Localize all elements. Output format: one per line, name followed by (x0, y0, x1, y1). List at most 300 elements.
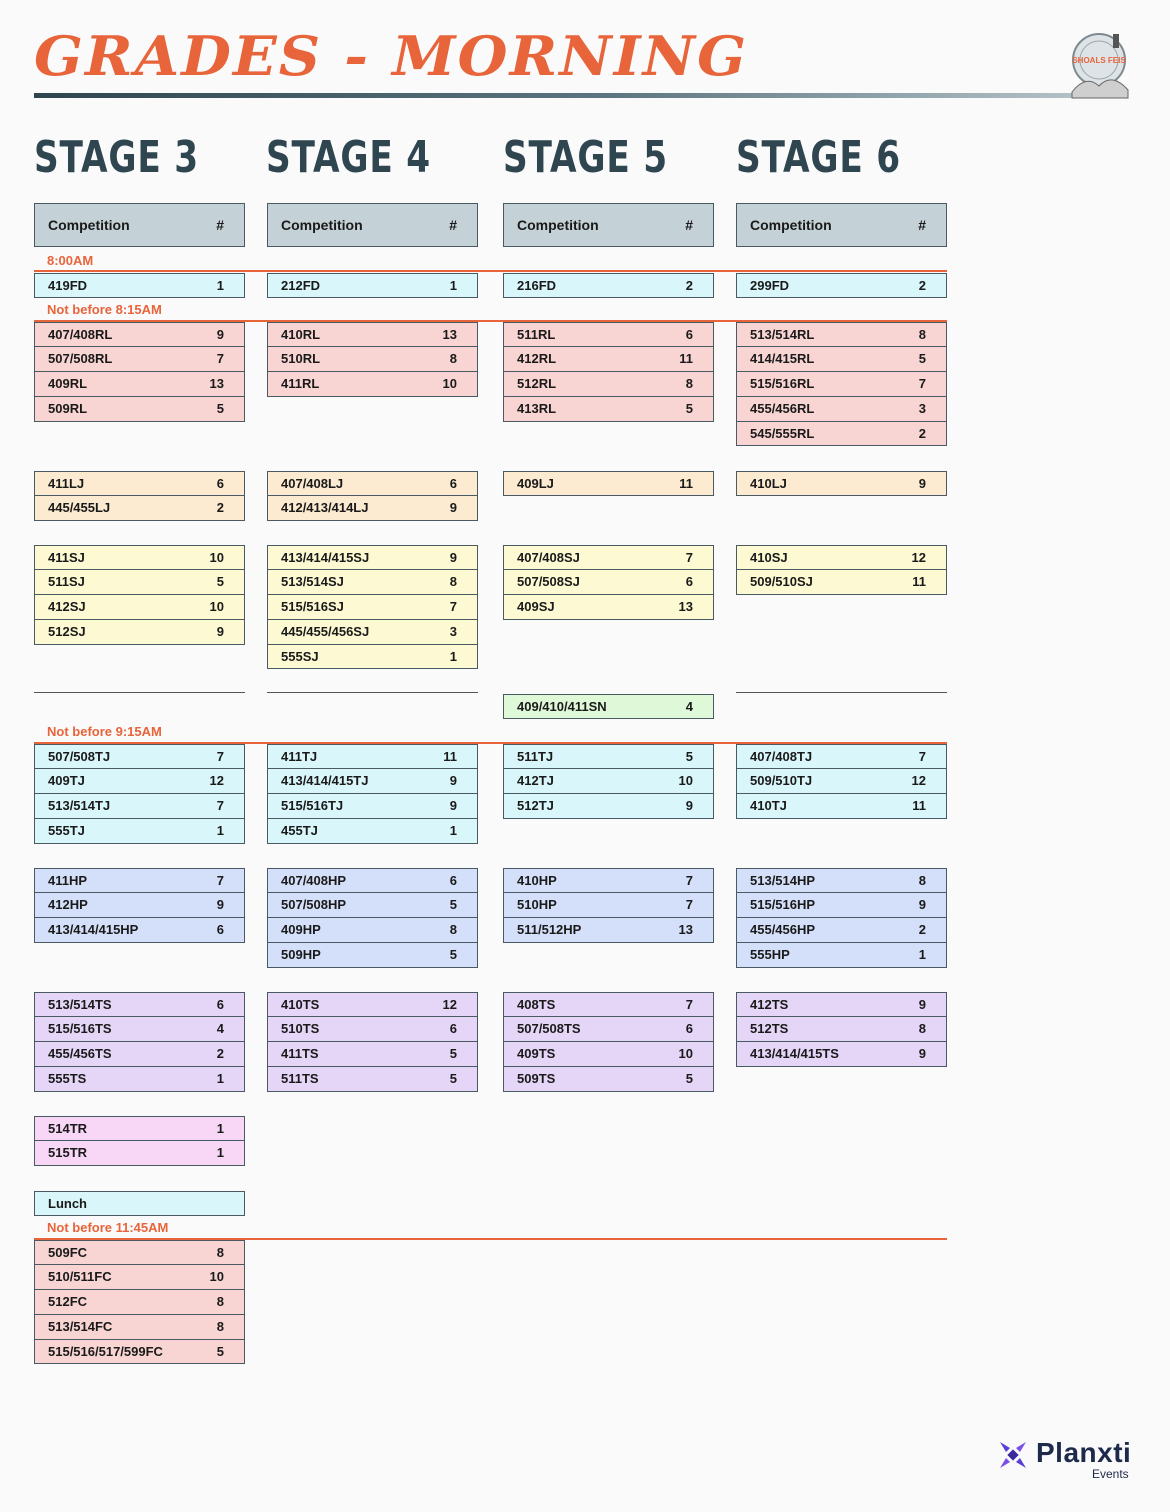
competitor-count: 5 (449, 896, 457, 912)
competition-code: 445/455LJ (48, 499, 111, 515)
competition-code: 212FD (281, 278, 321, 293)
competition-row-fd (34, 273, 245, 298)
competitor-count: 7 (216, 749, 224, 764)
competition-row-ts (34, 1017, 245, 1042)
competitor-count: 5 (449, 1070, 457, 1086)
competition-row-ts (267, 1017, 478, 1042)
competition-code: 411SJ (48, 550, 85, 565)
competition-row-hp (267, 893, 478, 918)
competition-row-ts (503, 1017, 714, 1042)
competition-code: 413/414/415TS (750, 1045, 839, 1061)
competition-row-sj (34, 620, 245, 645)
competition-code: 455/456TS (48, 1045, 112, 1061)
competition-code: 510/511FC (48, 1268, 112, 1284)
competition-code: 407/408HP (281, 873, 347, 888)
competition-row-lj (34, 471, 245, 496)
competitor-count: 12 (209, 772, 224, 788)
competition-code: 510TS (281, 1020, 320, 1036)
competitor-count: 4 (685, 699, 693, 714)
competitor-count: 5 (685, 1070, 693, 1086)
time-divider-1145am (34, 1238, 947, 1240)
competitor-count: 8 (918, 327, 926, 342)
lunch-row (34, 1191, 245, 1216)
competition-row-lj (736, 471, 947, 496)
competition-code: 409LJ (517, 476, 554, 491)
stage-title: STAGE 6 (736, 132, 901, 183)
table-header (736, 203, 947, 247)
section-separator (34, 692, 245, 693)
event-badge-logo (1066, 30, 1132, 100)
competitor-count: 8 (216, 1245, 224, 1260)
competition-row-ts (34, 992, 245, 1017)
competition-code: 411HP (48, 873, 88, 888)
competition-code: 216FD (517, 278, 557, 293)
competition-code: 410SJ (750, 550, 788, 565)
competition-row-sj (34, 595, 245, 620)
competition-code: 512TJ (517, 797, 554, 813)
page-title: GRADES - MORNING (34, 24, 749, 88)
competition-row-tj (34, 744, 245, 769)
competition-code: 545/555RL (750, 425, 815, 441)
competition-row-rl (267, 322, 478, 347)
competition-code: 507/508TJ (48, 749, 111, 764)
competition-code: 445/455/456SJ (281, 623, 370, 639)
competitor-count: 7 (918, 749, 926, 764)
competitor-count: 8 (685, 375, 693, 391)
competition-code: 509HP (281, 946, 321, 962)
competition-row-tr (34, 1141, 245, 1166)
competition-row-ts (267, 1042, 478, 1067)
competition-row-tj (267, 744, 478, 769)
competition-code: 411TJ (281, 749, 318, 764)
competitor-count: 10 (678, 1045, 693, 1061)
competition-row-sj (736, 570, 947, 595)
competitor-count: 9 (216, 896, 224, 912)
competition-code: 414/415RL (750, 350, 815, 366)
competitor-count: 13 (678, 598, 693, 614)
competitor-count: 12 (911, 772, 926, 788)
competition-code: 412HP (48, 896, 88, 912)
competition-row-lj (267, 496, 478, 521)
competition-row-sj (267, 570, 478, 595)
competitor-count: 5 (685, 400, 693, 416)
competitor-count: 8 (449, 350, 457, 366)
competition-code: 555TJ (48, 822, 85, 838)
time-label-1145am: Not before 11:45AM (47, 1220, 169, 1235)
competition-row-tj (736, 744, 947, 769)
competition-code: 507/508RL (48, 350, 113, 366)
competitor-count: 12 (442, 997, 457, 1012)
competition-row-rl (34, 372, 245, 397)
competitor-count: 8 (449, 921, 457, 937)
competitor-count: 9 (216, 623, 224, 639)
competition-row-sj (736, 545, 947, 570)
competition-row-ts (267, 1067, 478, 1092)
competitor-count: 13 (678, 921, 693, 937)
competitor-count: 9 (918, 476, 926, 491)
competition-code: 509FC (48, 1245, 88, 1260)
competition-code: 513/514FC (48, 1318, 113, 1334)
competitor-count: 9 (216, 327, 224, 342)
header-competition: Competition (281, 217, 363, 233)
competitor-count: 6 (216, 997, 224, 1012)
competition-code: 511TS (281, 1070, 319, 1086)
competition-row-sj (503, 595, 714, 620)
competitor-count: 4 (216, 1020, 224, 1036)
competition-row-fd (736, 273, 947, 298)
time-label-8am: 8:00AM (47, 253, 94, 268)
competition-code: 410LJ (750, 476, 787, 491)
competition-row-hp (736, 868, 947, 893)
competition-row-rl (267, 372, 478, 397)
competition-row-ts (34, 1067, 245, 1092)
competitor-count: 8 (918, 873, 926, 888)
competition-code: 407/408LJ (281, 476, 344, 491)
competition-code: 407/408TJ (750, 749, 813, 764)
competitor-count: 9 (449, 797, 457, 813)
competition-row-rl (34, 322, 245, 347)
competition-row-hp (503, 868, 714, 893)
header-competition: Competition (750, 217, 832, 233)
competitor-count: 2 (685, 278, 693, 293)
brand-name: Planxti (1036, 1437, 1132, 1468)
competition-code: 410HP (517, 873, 557, 888)
competition-code: 555SJ (281, 648, 319, 664)
competition-code: 511/512HP (517, 921, 582, 937)
competitor-count: 7 (685, 550, 693, 565)
competition-code: 413RL (517, 400, 557, 416)
competition-row-lj (267, 471, 478, 496)
competition-code: 510RL (281, 350, 321, 366)
header-competition: Competition (517, 217, 599, 233)
competitor-count: 10 (209, 1268, 224, 1284)
competition-row-sj (503, 570, 714, 595)
competition-row-sj (34, 545, 245, 570)
competition-code: 514TR (48, 1121, 88, 1136)
competition-row-sj (267, 545, 478, 570)
competitor-count: 7 (918, 375, 926, 391)
competition-code: 515/516RL (750, 375, 815, 391)
competitor-count: 6 (216, 476, 224, 491)
stage-title: STAGE 5 (503, 132, 668, 183)
competitor-count: 6 (216, 921, 224, 937)
header-count: # (216, 217, 224, 233)
competition-row-fd (267, 273, 478, 298)
competition-row-tj (34, 769, 245, 794)
competition-code: 455TJ (281, 822, 318, 838)
competitor-count: 5 (216, 400, 224, 416)
header-competition: Competition (48, 217, 130, 233)
competitor-count: 1 (216, 1121, 224, 1136)
competition-code: 512TS (750, 1020, 789, 1036)
competitor-count: 9 (918, 896, 926, 912)
competition-code: 409TS (517, 1045, 556, 1061)
competition-row-hp (736, 893, 947, 918)
competitor-count: 5 (449, 946, 457, 962)
competitor-count: 13 (209, 375, 224, 391)
competition-code: 513/514RL (750, 327, 815, 342)
logo-text: SHOALS FEIS (1072, 56, 1126, 65)
competition-code: 410TS (281, 997, 320, 1012)
competition-code: 411TS (281, 1045, 319, 1061)
competitor-count: 8 (216, 1293, 224, 1309)
competitor-count: 2 (216, 499, 224, 515)
competition-row-ts (503, 992, 714, 1017)
competition-code: 411LJ (48, 476, 85, 491)
competition-row-sn (503, 694, 714, 719)
competition-code: 511TJ (517, 749, 554, 764)
competition-code: 515/516HP (750, 896, 816, 912)
competition-row-rl (736, 397, 947, 422)
competition-row-tj (503, 794, 714, 819)
competitor-count: 6 (449, 1020, 457, 1036)
competition-code: 509TS (517, 1070, 556, 1086)
table-header (34, 203, 245, 247)
competition-row-hp (503, 918, 714, 943)
competition-row-ts (736, 1042, 947, 1067)
competitor-count: 9 (918, 997, 926, 1012)
competition-row-tj (34, 819, 245, 844)
competition-row-rl (736, 372, 947, 397)
competitor-count: 11 (679, 350, 693, 366)
competition-code: 455/456RL (750, 400, 815, 416)
competition-row-hp (736, 943, 947, 968)
competition-code: 512RL (517, 375, 557, 391)
competitor-count: 1 (216, 278, 224, 293)
competition-code: 555HP (750, 946, 790, 962)
competitor-count: 12 (911, 550, 926, 565)
competition-row-ts (736, 1017, 947, 1042)
competitor-count: 13 (442, 327, 457, 342)
competition-code: 413/414/415SJ (281, 550, 370, 565)
competitor-count: 10 (678, 772, 693, 788)
competition-code: 555TS (48, 1070, 87, 1086)
competition-row-hp (267, 943, 478, 968)
competition-code: 409/410/411SN (517, 699, 607, 714)
competition-row-rl (736, 422, 947, 447)
competitor-count: 6 (449, 873, 457, 888)
competition-code: 409SJ (517, 598, 555, 614)
competition-code: 515TR (48, 1144, 88, 1160)
competition-row-fc (34, 1240, 245, 1265)
competition-code: 409TJ (48, 772, 85, 788)
competitor-count: 10 (209, 598, 224, 614)
competition-code: 411RL (281, 375, 320, 391)
header-count: # (685, 217, 693, 233)
brand-subtitle: Events (1092, 1467, 1129, 1481)
competitor-count: 9 (449, 499, 457, 515)
competition-code: 512SJ (48, 623, 86, 639)
competition-row-lj (503, 471, 714, 496)
competitor-count: 1 (216, 1144, 224, 1160)
competitor-count: 3 (449, 623, 457, 639)
section-separator (267, 692, 478, 693)
time-divider-915am (34, 742, 947, 744)
competition-row-ts (267, 992, 478, 1017)
competition-row-ts (503, 1067, 714, 1092)
competitor-count: 1 (449, 278, 457, 293)
competition-row-tr (34, 1116, 245, 1141)
time-label-815am: Not before 8:15AM (47, 302, 162, 317)
competitor-count: 3 (918, 400, 926, 416)
competitor-count: 11 (912, 797, 926, 813)
competition-row-ts (34, 1042, 245, 1067)
competition-code: 413/414/415HP (48, 921, 139, 937)
table-header (267, 203, 478, 247)
competitor-count: 11 (443, 749, 457, 764)
competition-row-sj (267, 595, 478, 620)
competition-row-rl (736, 322, 947, 347)
title-underline (34, 93, 1079, 98)
competition-code: 419FD (48, 278, 88, 293)
competition-row-tj (736, 794, 947, 819)
competition-row-tj (267, 769, 478, 794)
competition-row-ts (736, 992, 947, 1017)
competition-code: 513/514TJ (48, 797, 111, 813)
competition-code: 412TJ (517, 772, 554, 788)
competition-code: 412RL (517, 350, 557, 366)
stage-title: STAGE 4 (266, 132, 431, 183)
competition-code: 509RL (48, 400, 88, 416)
competitor-count: 7 (216, 873, 224, 888)
competition-row-hp (503, 893, 714, 918)
competition-code: 509/510SJ (750, 573, 813, 589)
competition-code: 507/508TS (517, 1020, 581, 1036)
competition-row-hp (34, 893, 245, 918)
competition-code: 513/514TS (48, 997, 112, 1012)
competition-code: 513/514SJ (281, 573, 344, 589)
competition-code: 412TS (750, 997, 789, 1012)
planxti-logo-icon (996, 1438, 1030, 1472)
competition-row-rl (503, 322, 714, 347)
competitor-count: 5 (449, 1045, 457, 1061)
competition-row-hp (34, 868, 245, 893)
header-count: # (918, 217, 926, 233)
competition-row-ts (503, 1042, 714, 1067)
time-divider-815am (34, 320, 947, 322)
competitor-count: 5 (216, 1343, 224, 1359)
competition-row-hp (34, 918, 245, 943)
competition-row-fc (34, 1340, 245, 1365)
competition-row-rl (503, 372, 714, 397)
competitor-count: 9 (918, 1045, 926, 1061)
competitor-count: 9 (449, 550, 457, 565)
competition-code: 510HP (517, 896, 557, 912)
competitor-count: 2 (918, 425, 926, 441)
competitor-count: 1 (918, 946, 926, 962)
competition-row-fd (503, 273, 714, 298)
competitor-count: 5 (216, 573, 224, 589)
planxti-brand (996, 1436, 1146, 1484)
competition-row-fc (34, 1265, 245, 1290)
competition-code: 412SJ (48, 598, 86, 614)
time-divider-8am (34, 270, 947, 272)
competition-code: 515/516TS (48, 1020, 112, 1036)
competitor-count: 7 (685, 896, 693, 912)
competitor-count: 7 (685, 873, 693, 888)
competition-code: 410RL (281, 327, 321, 342)
competitor-count: 6 (685, 573, 693, 589)
competition-row-lj (34, 496, 245, 521)
competition-code: 515/516TJ (281, 797, 344, 813)
competition-row-tj (736, 769, 947, 794)
competition-code: 515/516/517/599FC (48, 1343, 163, 1359)
competitor-count: 7 (216, 797, 224, 813)
competition-code: 409RL (48, 375, 88, 391)
competition-code: 511RL (517, 327, 556, 342)
competition-code: 455/456HP (750, 921, 816, 937)
competition-code: 507/508SJ (517, 573, 580, 589)
competitor-count: 1 (449, 822, 457, 838)
competitor-count: 8 (449, 573, 457, 589)
competition-code: 507/508HP (281, 896, 347, 912)
competition-code: 413/414/415TJ (281, 772, 369, 788)
competitor-count: 5 (685, 749, 693, 764)
competitor-count: 9 (685, 797, 693, 813)
competition-row-sj (267, 645, 478, 670)
competitor-count: 8 (918, 1020, 926, 1036)
stage-title: STAGE 3 (34, 132, 199, 183)
competition-code: 407/408RL (48, 327, 113, 342)
competition-row-tj (267, 819, 478, 844)
competitor-count: 11 (912, 573, 926, 589)
competitor-count: 7 (449, 598, 457, 614)
competitor-count: 2 (216, 1045, 224, 1061)
competition-code: 509/510TJ (750, 772, 813, 788)
competition-code: 410TJ (750, 797, 787, 813)
competition-row-rl (503, 397, 714, 422)
competitor-count: 11 (679, 476, 693, 491)
table-header (503, 203, 714, 247)
competition-row-rl (736, 347, 947, 372)
competitor-count: 10 (209, 550, 224, 565)
competitor-count: 6 (449, 476, 457, 491)
competitor-count: 9 (449, 772, 457, 788)
competition-row-tj (503, 769, 714, 794)
competition-row-tj (503, 744, 714, 769)
competition-code: 299FD (750, 278, 790, 293)
competition-row-rl (267, 347, 478, 372)
competition-code: 513/514HP (750, 873, 816, 888)
competitor-count: 1 (216, 1070, 224, 1086)
time-label-915am: Not before 9:15AM (47, 724, 162, 739)
competitor-count: 1 (449, 648, 457, 664)
competition-row-hp (267, 868, 478, 893)
competition-row-fc (34, 1290, 245, 1315)
competition-row-hp (267, 918, 478, 943)
competition-row-sj (34, 570, 245, 595)
competition-code: 412/413/414LJ (281, 499, 369, 515)
lunch-label: Lunch (48, 1196, 87, 1211)
competitor-count: 5 (918, 350, 926, 366)
competitor-count: 2 (918, 921, 926, 937)
competition-row-tj (267, 794, 478, 819)
competitor-count: 7 (216, 350, 224, 366)
competition-row-hp (736, 918, 947, 943)
competitor-count: 6 (685, 327, 693, 342)
competition-code: 407/408SJ (517, 550, 580, 565)
competition-code: 511SJ (48, 573, 85, 589)
competition-row-tj (34, 794, 245, 819)
competition-code: 512FC (48, 1293, 88, 1309)
competition-row-rl (503, 347, 714, 372)
competitor-count: 6 (685, 1020, 693, 1036)
competition-code: 409HP (281, 921, 321, 937)
competition-row-sj (267, 620, 478, 645)
competitor-count: 8 (216, 1318, 224, 1334)
competition-row-fc (34, 1315, 245, 1340)
competition-row-sj (503, 545, 714, 570)
